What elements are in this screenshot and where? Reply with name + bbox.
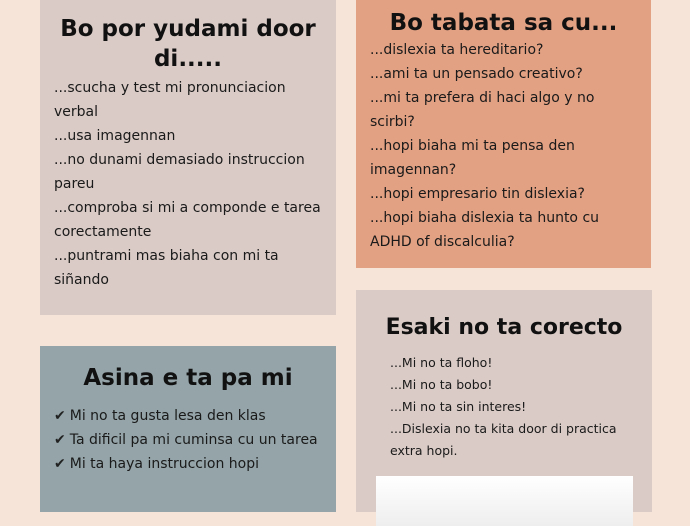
me-item-label: Mi no ta gusta lesa den klas <box>69 408 266 424</box>
correct-card <box>356 290 652 512</box>
correct-item: ...Mi no ta sin interes! <box>390 399 527 414</box>
know-item: ...hopi biaha mi ta pensa den imagennan? <box>370 138 580 178</box>
me-item <box>54 404 322 428</box>
correct-item: ...Mi no ta floho! <box>390 355 493 370</box>
checkmark-icon: ✔ <box>54 432 66 448</box>
help-card-title: Bo por yudami door di..... <box>60 16 316 72</box>
help-item: ...scucha y test mi pronunciacion verbal <box>54 80 291 120</box>
help-item: ...no dunami demasiado instruccion pareu <box>54 152 310 192</box>
correct-item: ...Dislexia no ta kita door di practica extra hopi. <box>390 421 621 458</box>
help-item: ...comproba si mi a componde e tarea corectamente <box>54 200 326 240</box>
help-card-list <box>54 76 326 292</box>
me-item <box>54 452 322 476</box>
know-item: ...mi ta prefera di haci algo y no scirbi? <box>370 90 599 130</box>
image-placeholder <box>376 476 633 526</box>
know-item: ...dislexia ta hereditario? <box>370 42 544 58</box>
me-item-label: Ta dificil pa mi cuminsa cu un tarea <box>69 432 318 448</box>
checkmark-icon: ✔ <box>54 456 66 472</box>
correct-card-title: Esaki no ta corecto <box>385 315 623 340</box>
correct-card-list <box>376 352 638 462</box>
me-item-label: Mi ta haya instruccion hopi <box>69 456 260 472</box>
know-item: ...hopi empresario tin dislexia? <box>370 186 585 202</box>
me-card <box>40 346 336 512</box>
know-item: ...hopi biaha dislexia ta hunto cu ADHD of discalculia? <box>370 210 604 250</box>
know-item: ...ami ta un pensado creativo? <box>370 66 583 82</box>
help-card <box>40 0 336 315</box>
help-item: ...usa imagennan <box>54 128 176 144</box>
help-item: ...puntrami mas biaha con mi ta siñando <box>54 248 284 288</box>
know-card-title: Bo tabata sa cu... <box>389 10 618 36</box>
know-card <box>356 0 651 268</box>
me-card-list <box>54 404 322 476</box>
checkmark-icon: ✔ <box>54 408 66 424</box>
me-item <box>54 428 322 452</box>
know-card-list <box>370 38 637 254</box>
me-card-title: Asina e ta pa mi <box>83 365 293 391</box>
correct-item: ...Mi no ta bobo! <box>390 377 493 392</box>
